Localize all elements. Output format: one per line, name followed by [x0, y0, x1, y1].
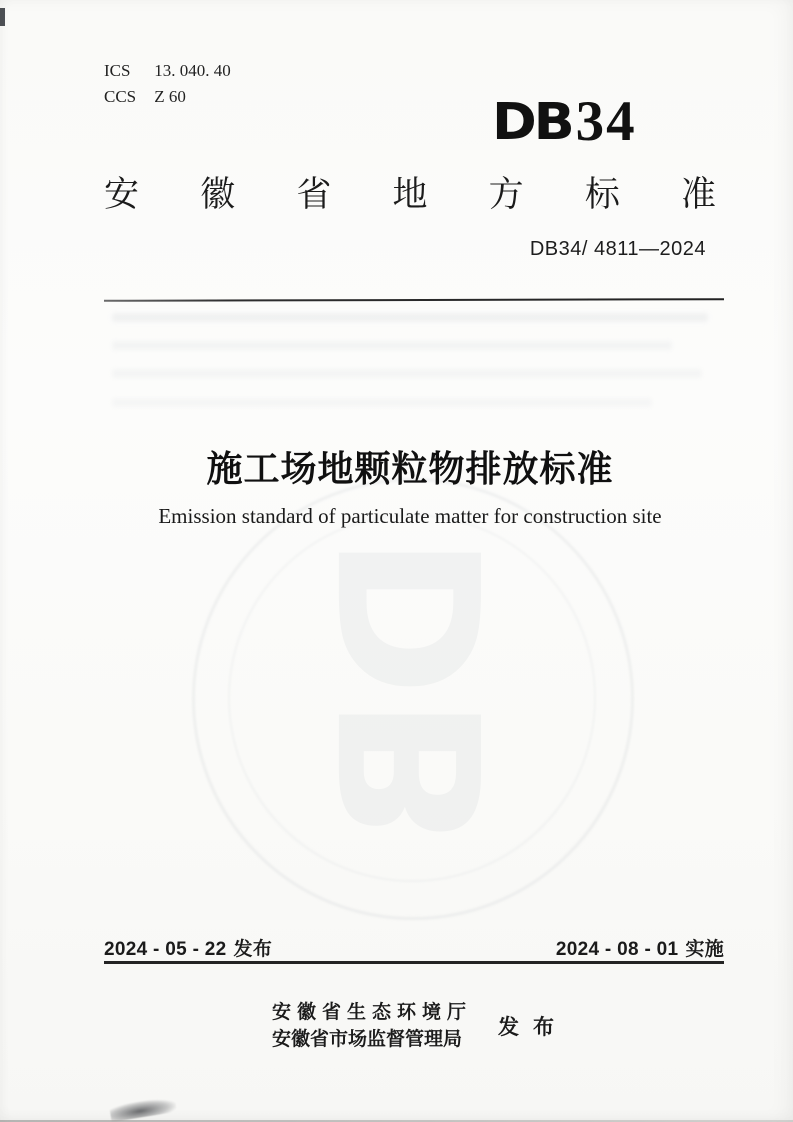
header-divider-line — [104, 298, 724, 302]
scan-smudge — [109, 1096, 177, 1122]
implementation-date-label: 实施 — [685, 939, 724, 960]
publisher-line-1: 安徽省生态环境厅 — [272, 1002, 466, 1023]
implementation-date — [556, 934, 724, 961]
document-title-en: Emission standard of particulate matter for construction site — [158, 504, 662, 528]
publisher-block — [272, 999, 466, 1053]
issue-date-value: 2024 - 05 - 22 — [104, 939, 227, 960]
publisher-line-2: 安徽省市场监督管理局 — [272, 1029, 463, 1050]
standard-number: DB34/ 4811—2024 — [529, 238, 706, 260]
bleed-through-text-band — [112, 369, 702, 378]
db34-logo-number: 34 — [575, 90, 637, 153]
implementation-date-value: 2024 - 08 - 01 — [555, 939, 679, 960]
bleed-through-text-band — [112, 398, 652, 407]
bleed-through-seal-circle-inner — [228, 514, 596, 882]
bleed-through-db-watermark: DB — [299, 534, 527, 846]
footer-divider-line — [104, 961, 724, 964]
ics-label: ICS — [104, 61, 131, 80]
bleed-through-text-band — [112, 341, 672, 350]
db34-logo — [492, 90, 637, 153]
db34-logo-letters: DB — [492, 91, 572, 152]
standard-category-title: 安徽省地方标准 — [104, 175, 716, 214]
publish-action-label: 发布 — [498, 1016, 568, 1039]
issue-date-label: 发布 — [233, 939, 273, 960]
ccs-code-line — [104, 84, 231, 110]
bleed-through-text-band — [112, 313, 708, 322]
ics-code-line — [104, 58, 231, 84]
ccs-value: Z 60 — [154, 87, 186, 106]
ics-value: 13. 040. 40 — [154, 61, 231, 80]
ccs-label: CCS — [104, 87, 137, 106]
date-row — [104, 934, 724, 961]
classification-codes — [104, 58, 231, 110]
issue-date — [104, 934, 272, 961]
bleed-through-seal-circle — [192, 478, 634, 920]
scan-corner-mark — [0, 8, 5, 26]
document-title-zh: 施工场地颗粒物排放标准 — [206, 448, 614, 489]
